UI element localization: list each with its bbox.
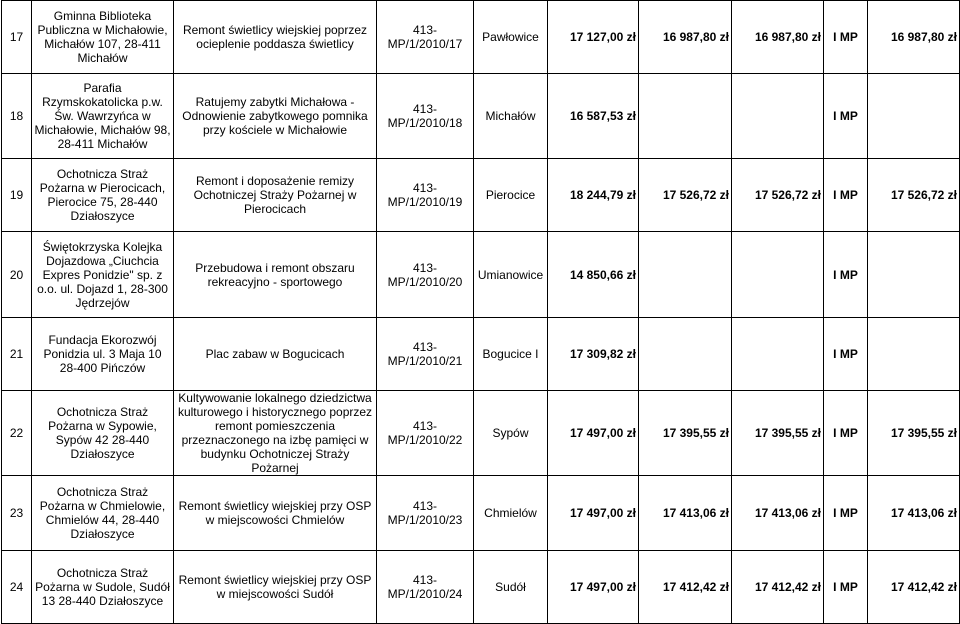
priority-cell: I MP <box>824 74 868 159</box>
priority-cell: I MP <box>824 1 868 74</box>
table-row <box>2 232 960 318</box>
amount-requested-cell: 17 413,06 zł <box>732 476 824 551</box>
project-title-cell: Remont i doposażenie remizy Ochotniczej Straży Pożarnej w Pierocicach <box>174 159 377 232</box>
row-number: 18 <box>2 74 32 159</box>
cost-total-cell: 17 497,00 zł <box>548 476 639 551</box>
project-title-cell: Remont świetlicy wiejskiej poprzez ocieplenie poddasza świetlicy <box>174 1 377 74</box>
place-cell: Sypów <box>474 391 548 476</box>
signature-cell: 413-MP/1/2010/20 <box>377 232 474 318</box>
amount-granted-cell: 17 412,42 zł <box>868 551 960 624</box>
amount-requested-cell <box>732 318 824 391</box>
project-title-cell: Plac zabaw w Bogucicach <box>174 318 377 391</box>
amount-requested-cell: 16 987,80 zł <box>732 1 824 74</box>
applications-table <box>1 0 960 624</box>
row-number: 22 <box>2 391 32 476</box>
place-cell: Michałów <box>474 74 548 159</box>
place-cell: Umianowice <box>474 232 548 318</box>
applicant-cell: Parafia Rzymskokatolicka p.w. Św. Wawrzyńca w Michałowie, Michałów 98, 28-411 Michałów <box>32 74 174 159</box>
table-row <box>2 391 960 476</box>
table-row <box>2 476 960 551</box>
cost-total-cell: 17 497,00 zł <box>548 551 639 624</box>
signature-cell: 413-MP/1/2010/24 <box>377 551 474 624</box>
place-cell: Chmielów <box>474 476 548 551</box>
amount-granted-cell: 17 395,55 zł <box>868 391 960 476</box>
amount-granted-cell <box>868 232 960 318</box>
cost-eligible-cell: 17 413,06 zł <box>639 476 732 551</box>
row-number: 17 <box>2 1 32 74</box>
table-body <box>2 1 960 624</box>
project-title-cell: Ratujemy zabytki Michałowa - Odnowienie zabytkowego pomnika przy kościele w Michałowie <box>174 74 377 159</box>
place-cell: Sudół <box>474 551 548 624</box>
amount-granted-cell: 17 526,72 zł <box>868 159 960 232</box>
priority-cell: I MP <box>824 476 868 551</box>
amount-requested-cell <box>732 232 824 318</box>
cost-total-cell: 17 497,00 zł <box>548 391 639 476</box>
applicant-cell: Świętokrzyska Kolejka Dojazdowa „Ciuchcia Expres Ponidzie" sp. z o.o. ul. Dojazd 1, 28-300 Jędrzejów <box>32 232 174 318</box>
place-cell: Bogucice I <box>474 318 548 391</box>
priority-cell: I MP <box>824 232 868 318</box>
applicant-cell: Gminna Biblioteka Publiczna w Michałowie, Michałów 107, 28-411 Michałów <box>32 1 174 74</box>
applicant-cell: Ochotnicza Straż Pożarna w Chmielowie, Chmielów 44, 28-440 Działoszyce <box>32 476 174 551</box>
cost-eligible-cell <box>639 232 732 318</box>
place-cell: Pawłowice <box>474 1 548 74</box>
row-number: 24 <box>2 551 32 624</box>
project-title-cell: Przebudowa i remont obszaru rekreacyjno - sportowego <box>174 232 377 318</box>
table-row <box>2 551 960 624</box>
cost-eligible-cell: 17 395,55 zł <box>639 391 732 476</box>
cost-eligible-cell <box>639 74 732 159</box>
priority-cell: I MP <box>824 551 868 624</box>
amount-granted-cell <box>868 318 960 391</box>
row-number: 23 <box>2 476 32 551</box>
row-number: 19 <box>2 159 32 232</box>
place-cell: Pierocice <box>474 159 548 232</box>
amount-requested-cell: 17 412,42 zł <box>732 551 824 624</box>
table-row <box>2 1 960 74</box>
cost-total-cell: 17 309,82 zł <box>548 318 639 391</box>
amount-granted-cell: 16 987,80 zł <box>868 1 960 74</box>
row-number: 20 <box>2 232 32 318</box>
signature-cell: 413-MP/1/2010/17 <box>377 1 474 74</box>
applicant-cell: Ochotnicza Straż Pożarna w Sypowie, Sypów 42 28-440 Działoszyce <box>32 391 174 476</box>
amount-granted-cell: 17 413,06 zł <box>868 476 960 551</box>
priority-cell: I MP <box>824 318 868 391</box>
signature-cell: 413-MP/1/2010/22 <box>377 391 474 476</box>
cost-eligible-cell: 16 987,80 zł <box>639 1 732 74</box>
row-number: 21 <box>2 318 32 391</box>
signature-cell: 413-MP/1/2010/18 <box>377 74 474 159</box>
amount-granted-cell <box>868 74 960 159</box>
cost-eligible-cell <box>639 318 732 391</box>
table-row <box>2 159 960 232</box>
cost-total-cell: 16 587,53 zł <box>548 74 639 159</box>
project-title-cell: Kultywowanie lokalnego dziedzictwa kulturowego i historycznego poprzez remont pomieszczenia przeznaczonego na izbę pamięci w budynku Ochotniczej Straży Pożarnej <box>174 391 377 476</box>
cost-total-cell: 18 244,79 zł <box>548 159 639 232</box>
applicant-cell: Fundacja Ekorozwój Ponidzia ul. 3 Maja 10 28-400 Pińczów <box>32 318 174 391</box>
signature-cell: 413-MP/1/2010/19 <box>377 159 474 232</box>
table-row <box>2 318 960 391</box>
table-row <box>2 74 960 159</box>
signature-cell: 413-MP/1/2010/23 <box>377 476 474 551</box>
amount-requested-cell: 17 395,55 zł <box>732 391 824 476</box>
priority-cell: I MP <box>824 391 868 476</box>
applicant-cell: Ochotnicza Straż Pożarna w Sudole, Sudół 13 28-440 Działoszyce <box>32 551 174 624</box>
cost-eligible-cell: 17 412,42 zł <box>639 551 732 624</box>
project-title-cell: Remont świetlicy wiejskiej przy OSP w miejscowości Sudół <box>174 551 377 624</box>
amount-requested-cell <box>732 74 824 159</box>
cost-total-cell: 14 850,66 zł <box>548 232 639 318</box>
cost-eligible-cell: 17 526,72 zł <box>639 159 732 232</box>
cost-total-cell: 17 127,00 zł <box>548 1 639 74</box>
signature-cell: 413-MP/1/2010/21 <box>377 318 474 391</box>
amount-requested-cell: 17 526,72 zł <box>732 159 824 232</box>
applicant-cell: Ochotnicza Straż Pożarna w Pierocicach, Pierocice 75, 28-440 Działoszyce <box>32 159 174 232</box>
priority-cell: I MP <box>824 159 868 232</box>
project-title-cell: Remont świetlicy wiejskiej przy OSP w miejscowości Chmielów <box>174 476 377 551</box>
